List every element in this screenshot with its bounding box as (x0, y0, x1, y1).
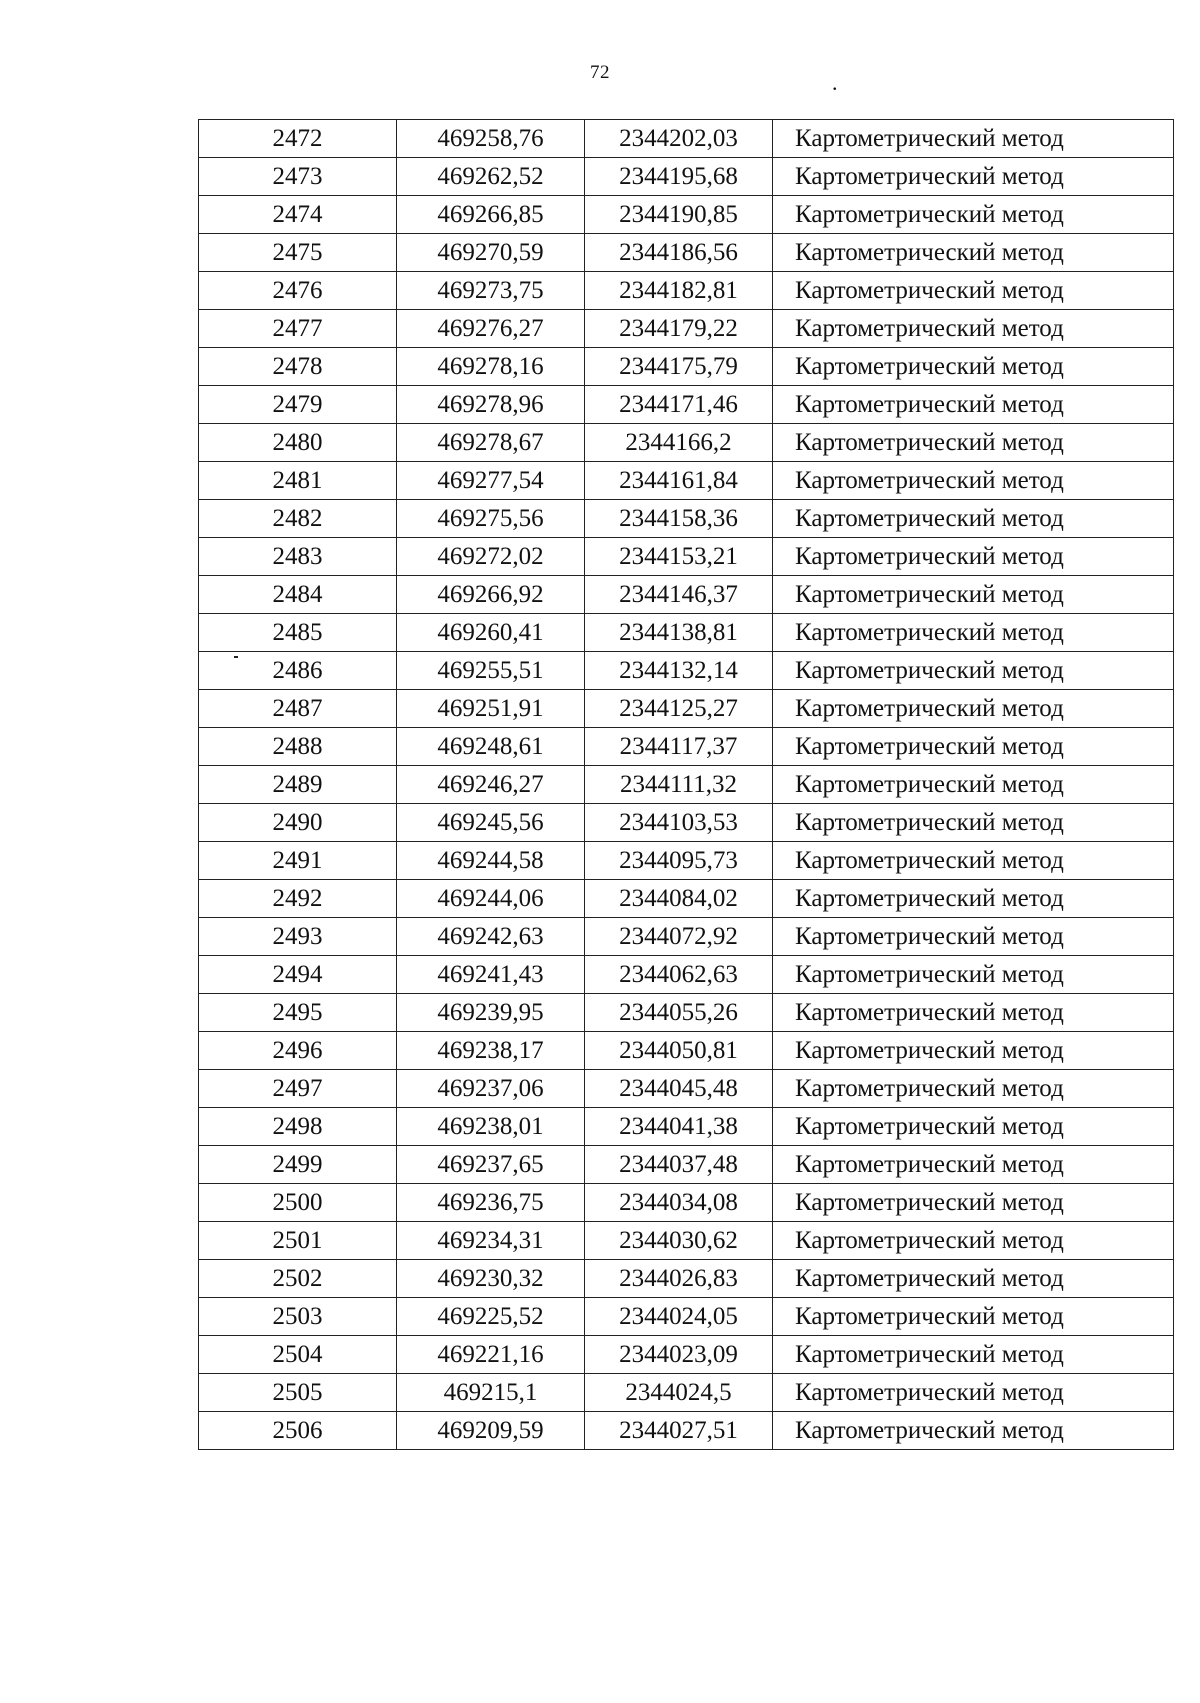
x-coordinate-cell: 469230,32 (397, 1260, 585, 1298)
x-coordinate-cell: 469258,76 (397, 120, 585, 158)
method-cell: Картометрический метод (773, 576, 1174, 614)
y-coordinate-cell: 2344024,5 (585, 1374, 773, 1412)
method-cell: Картометрический метод (773, 158, 1174, 196)
x-coordinate-cell: 469276,27 (397, 310, 585, 348)
x-coordinate-cell: 469236,75 (397, 1184, 585, 1222)
point-number-cell: 2495 (199, 994, 397, 1032)
method-cell: Картометрический метод (773, 1298, 1174, 1336)
y-coordinate-cell: 2344041,38 (585, 1108, 773, 1146)
y-coordinate-cell: 2344023,09 (585, 1336, 773, 1374)
x-coordinate-cell: 469221,16 (397, 1336, 585, 1374)
point-number-cell: 2486 (199, 652, 397, 690)
method-cell: Картометрический метод (773, 348, 1174, 386)
x-coordinate-cell: 469239,95 (397, 994, 585, 1032)
x-coordinate-cell: 469246,27 (397, 766, 585, 804)
point-number-cell: 2482 (199, 500, 397, 538)
point-number-cell: 2472 (199, 120, 397, 158)
y-coordinate-cell: 2344195,68 (585, 158, 773, 196)
point-number-cell: 2505 (199, 1374, 397, 1412)
method-cell: Картометрический метод (773, 766, 1174, 804)
table-row (199, 1336, 1174, 1374)
table-row (199, 500, 1174, 538)
y-coordinate-cell: 2344125,27 (585, 690, 773, 728)
table-row (199, 1222, 1174, 1260)
y-coordinate-cell: 2344103,53 (585, 804, 773, 842)
method-cell: Картометрический метод (773, 994, 1174, 1032)
table-row (199, 1108, 1174, 1146)
point-number-cell: 2476 (199, 272, 397, 310)
table-row (199, 880, 1174, 918)
point-number-cell: 2483 (199, 538, 397, 576)
page-number: 72 (590, 62, 610, 83)
method-cell: Картометрический метод (773, 500, 1174, 538)
x-coordinate-cell: 469238,17 (397, 1032, 585, 1070)
table-row (199, 1070, 1174, 1108)
table-row (199, 1032, 1174, 1070)
table-row (199, 424, 1174, 462)
y-coordinate-cell: 2344084,02 (585, 880, 773, 918)
table-row (199, 1374, 1174, 1412)
y-coordinate-cell: 2344179,22 (585, 310, 773, 348)
method-cell: Картометрический метод (773, 1374, 1174, 1412)
point-number-cell: 2484 (199, 576, 397, 614)
table-row (199, 614, 1174, 652)
method-cell: Картометрический метод (773, 1412, 1174, 1450)
method-cell: Картометрический метод (773, 310, 1174, 348)
y-coordinate-cell: 2344146,37 (585, 576, 773, 614)
y-coordinate-cell: 2344095,73 (585, 842, 773, 880)
table-row (199, 804, 1174, 842)
x-coordinate-cell: 469266,92 (397, 576, 585, 614)
x-coordinate-cell: 469215,1 (397, 1374, 585, 1412)
point-number-cell: 2496 (199, 1032, 397, 1070)
y-coordinate-cell: 2344062,63 (585, 956, 773, 994)
method-cell: Картометрический метод (773, 956, 1174, 994)
method-cell: Картометрический метод (773, 234, 1174, 272)
point-number-cell: 2490 (199, 804, 397, 842)
point-number-cell: 2492 (199, 880, 397, 918)
method-cell: Картометрический метод (773, 690, 1174, 728)
table-row (199, 1298, 1174, 1336)
table-row (199, 310, 1174, 348)
y-coordinate-cell: 2344072,92 (585, 918, 773, 956)
table-row (199, 1184, 1174, 1222)
x-coordinate-cell: 469225,52 (397, 1298, 585, 1336)
x-coordinate-cell: 469266,85 (397, 196, 585, 234)
y-coordinate-cell: 2344186,56 (585, 234, 773, 272)
point-number-cell: 2499 (199, 1146, 397, 1184)
x-coordinate-cell: 469255,51 (397, 652, 585, 690)
method-cell: Картометрический метод (773, 272, 1174, 310)
x-coordinate-cell: 469242,63 (397, 918, 585, 956)
method-cell: Картометрический метод (773, 462, 1174, 500)
table-row (199, 196, 1174, 234)
point-number-cell: 2481 (199, 462, 397, 500)
scan-dot: . (832, 70, 838, 95)
y-coordinate-cell: 2344153,21 (585, 538, 773, 576)
y-coordinate-cell: 2344024,05 (585, 1298, 773, 1336)
y-coordinate-cell: 2344132,14 (585, 652, 773, 690)
method-cell: Картометрический метод (773, 1032, 1174, 1070)
point-number-cell: 2487 (199, 690, 397, 728)
table-row (199, 728, 1174, 766)
point-number-cell: 2506 (199, 1412, 397, 1450)
x-coordinate-cell: 469237,65 (397, 1146, 585, 1184)
table-row (199, 538, 1174, 576)
method-cell: Картометрический метод (773, 918, 1174, 956)
table-row (199, 576, 1174, 614)
table-row (199, 120, 1174, 158)
point-number-cell: 2501 (199, 1222, 397, 1260)
method-cell: Картометрический метод (773, 1184, 1174, 1222)
x-coordinate-cell: 469260,41 (397, 614, 585, 652)
table-row (199, 994, 1174, 1032)
table-row (199, 918, 1174, 956)
y-coordinate-cell: 2344026,83 (585, 1260, 773, 1298)
x-coordinate-cell: 469209,59 (397, 1412, 585, 1450)
y-coordinate-cell: 2344202,03 (585, 120, 773, 158)
method-cell: Картометрический метод (773, 1222, 1174, 1260)
x-coordinate-cell: 469278,67 (397, 424, 585, 462)
x-coordinate-cell: 469275,56 (397, 500, 585, 538)
y-coordinate-cell: 2344034,08 (585, 1184, 773, 1222)
table-row (199, 690, 1174, 728)
method-cell: Картометрический метод (773, 728, 1174, 766)
point-number-cell: 2502 (199, 1260, 397, 1298)
x-coordinate-cell: 469237,06 (397, 1070, 585, 1108)
x-coordinate-cell: 469278,96 (397, 386, 585, 424)
y-coordinate-cell: 2344111,32 (585, 766, 773, 804)
y-coordinate-cell: 2344171,46 (585, 386, 773, 424)
x-coordinate-cell: 469272,02 (397, 538, 585, 576)
method-cell: Картометрический метод (773, 652, 1174, 690)
y-coordinate-cell: 2344138,81 (585, 614, 773, 652)
table-row (199, 842, 1174, 880)
coordinates-table (198, 119, 1174, 1450)
point-number-cell: 2475 (199, 234, 397, 272)
x-coordinate-cell: 469244,58 (397, 842, 585, 880)
table-row (199, 348, 1174, 386)
method-cell: Картометрический метод (773, 1146, 1174, 1184)
x-coordinate-cell: 469273,75 (397, 272, 585, 310)
y-coordinate-cell: 2344166,2 (585, 424, 773, 462)
x-coordinate-cell: 469262,52 (397, 158, 585, 196)
y-coordinate-cell: 2344182,81 (585, 272, 773, 310)
method-cell: Картометрический метод (773, 842, 1174, 880)
y-coordinate-cell: 2344175,79 (585, 348, 773, 386)
method-cell: Картометрический метод (773, 880, 1174, 918)
point-number-cell: 2473 (199, 158, 397, 196)
point-number-cell: 2491 (199, 842, 397, 880)
x-coordinate-cell: 469248,61 (397, 728, 585, 766)
method-cell: Картометрический метод (773, 1108, 1174, 1146)
table-row (199, 158, 1174, 196)
method-cell: Картометрический метод (773, 196, 1174, 234)
x-coordinate-cell: 469245,56 (397, 804, 585, 842)
point-number-cell: 2500 (199, 1184, 397, 1222)
point-number-cell: 2498 (199, 1108, 397, 1146)
coordinates-table-body (199, 120, 1174, 1450)
y-coordinate-cell: 2344045,48 (585, 1070, 773, 1108)
y-coordinate-cell: 2344117,37 (585, 728, 773, 766)
point-number-cell: 2477 (199, 310, 397, 348)
table-row (199, 652, 1174, 690)
point-number-cell: 2504 (199, 1336, 397, 1374)
y-coordinate-cell: 2344030,62 (585, 1222, 773, 1260)
x-coordinate-cell: 469270,59 (397, 234, 585, 272)
x-coordinate-cell: 469244,06 (397, 880, 585, 918)
y-coordinate-cell: 2344190,85 (585, 196, 773, 234)
table-row (199, 956, 1174, 994)
point-number-cell: 2493 (199, 918, 397, 956)
y-coordinate-cell: 2344161,84 (585, 462, 773, 500)
method-cell: Картометрический метод (773, 804, 1174, 842)
y-coordinate-cell: 2344027,51 (585, 1412, 773, 1450)
y-coordinate-cell: 2344158,36 (585, 500, 773, 538)
x-coordinate-cell: 469234,31 (397, 1222, 585, 1260)
x-coordinate-cell: 469277,54 (397, 462, 585, 500)
point-number-cell: 2494 (199, 956, 397, 994)
y-coordinate-cell: 2344037,48 (585, 1146, 773, 1184)
method-cell: Картометрический метод (773, 386, 1174, 424)
table-row (199, 272, 1174, 310)
y-coordinate-cell: 2344050,81 (585, 1032, 773, 1070)
point-number-cell: 2488 (199, 728, 397, 766)
table-row (199, 766, 1174, 804)
point-number-cell: 2489 (199, 766, 397, 804)
method-cell: Картометрический метод (773, 1336, 1174, 1374)
table-row (199, 234, 1174, 272)
table-row (199, 1412, 1174, 1450)
table-row (199, 386, 1174, 424)
table-row (199, 462, 1174, 500)
method-cell: Картометрический метод (773, 424, 1174, 462)
point-number-cell: 2478 (199, 348, 397, 386)
x-coordinate-cell: 469251,91 (397, 690, 585, 728)
method-cell: Картометрический метод (773, 1260, 1174, 1298)
point-number-cell: 2479 (199, 386, 397, 424)
method-cell: Картометрический метод (773, 120, 1174, 158)
table-row (199, 1260, 1174, 1298)
method-cell: Картометрический метод (773, 1070, 1174, 1108)
y-coordinate-cell: 2344055,26 (585, 994, 773, 1032)
x-coordinate-cell: 469238,01 (397, 1108, 585, 1146)
method-cell: Картометрический метод (773, 538, 1174, 576)
x-coordinate-cell: 469278,16 (397, 348, 585, 386)
point-number-cell: 2474 (199, 196, 397, 234)
point-number-cell: 2480 (199, 424, 397, 462)
point-number-cell: 2497 (199, 1070, 397, 1108)
table-row (199, 1146, 1174, 1184)
point-number-cell: 2503 (199, 1298, 397, 1336)
x-coordinate-cell: 469241,43 (397, 956, 585, 994)
point-number-cell: 2485 (199, 614, 397, 652)
method-cell: Картометрический метод (773, 614, 1174, 652)
